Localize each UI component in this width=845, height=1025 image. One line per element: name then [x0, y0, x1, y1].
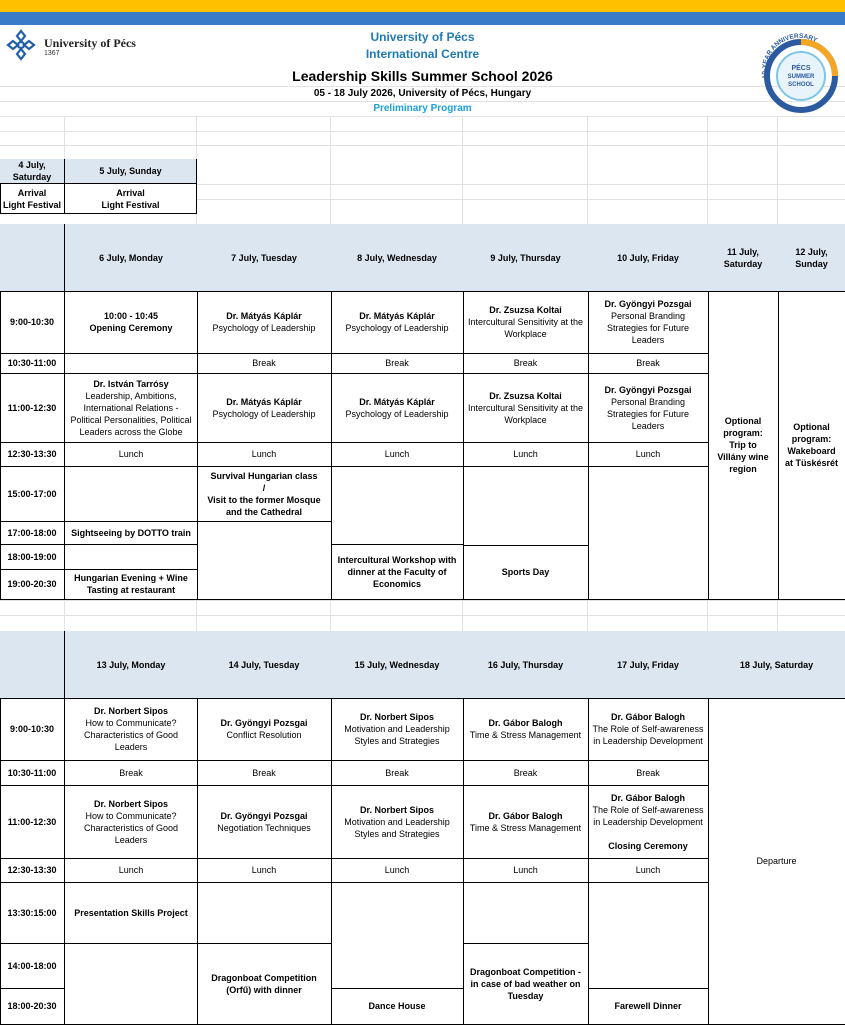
- day-header: 12 July, Sunday: [778, 224, 845, 292]
- time-slot: 15:00-17:00: [0, 466, 65, 522]
- top-stripe-blue: [0, 12, 845, 25]
- lunch-cell: Lunch: [463, 858, 589, 883]
- event-survival-hungarian: Survival Hungarian class / Visit to the former Mosque and the Cathedral: [197, 466, 332, 522]
- time-slot: 19:00-20:30: [0, 569, 65, 600]
- gridline: [0, 600, 845, 601]
- event-sightseeing: Sightseeing by DOTTO train: [65, 521, 198, 545]
- break-cell: Break: [463, 760, 589, 786]
- top-stripe-yellow: [0, 0, 845, 12]
- session-sipos: Dr. Norbert Sipos How to Communicate? Characteristics of Good Leaders: [65, 785, 198, 859]
- week1-table: [0, 224, 845, 600]
- empty-cell: [588, 466, 709, 600]
- gridline: [0, 101, 845, 102]
- corner-header: [0, 224, 65, 292]
- org-unit: International Centre: [365, 47, 480, 61]
- time-slot: 14:00-18:00: [0, 943, 65, 989]
- page-title: Leadership Skills Summer School 2026: [292, 68, 553, 84]
- empty-cell: [65, 353, 198, 374]
- event-sports-day: Sports Day: [463, 545, 589, 600]
- lunch-cell: Lunch: [331, 858, 464, 883]
- day-header: 11 July, Saturday: [708, 224, 779, 292]
- day-header: 13 July, Monday: [65, 631, 198, 699]
- time-slot: 10:30-11:00: [0, 353, 65, 374]
- gridline: [777, 116, 778, 224]
- time-slot: 10:30-11:00: [0, 760, 65, 786]
- empty-cell: [463, 466, 589, 546]
- day-header: 7 July, Tuesday: [197, 224, 332, 292]
- arrival-event: Arrival Light Festival: [0, 184, 65, 214]
- lunch-cell: Lunch: [65, 442, 198, 467]
- session-sipos: Dr. Norbert Sipos Motivation and Leadership Styles and Strategies: [331, 698, 464, 761]
- time-slot: 13:30:15:00: [0, 882, 65, 944]
- status-label: Preliminary Program: [373, 103, 472, 114]
- break-cell: Break: [331, 760, 464, 786]
- gridline: [707, 600, 708, 631]
- event-optional-wakeboard: Optional program: Wakeboard at Tüskésrét: [778, 291, 845, 600]
- gridline: [196, 600, 197, 631]
- session-kaplar: Dr. Mátyás Káplár Psychology of Leadership: [331, 291, 464, 354]
- day-header: 8 July, Wednesday: [331, 224, 464, 292]
- gridline: [0, 145, 845, 146]
- empty-cell: [65, 466, 198, 522]
- empty-cell: [65, 943, 198, 1025]
- lunch-cell: Lunch: [463, 442, 589, 467]
- anniversary-badge: [753, 28, 843, 116]
- anniversary-badge-icon: [753, 28, 843, 116]
- break-cell: Break: [197, 760, 332, 786]
- time-slot: 18:00-19:00: [0, 544, 65, 570]
- svg-text:SUMMER: SUMMER: [787, 74, 815, 80]
- gridline: [587, 600, 588, 631]
- session-balogh: Dr. Gábor Balogh Time & Stress Management: [463, 785, 589, 859]
- gridline: [330, 600, 331, 631]
- lunch-cell: Lunch: [331, 442, 464, 467]
- event-optional-villany: Optional program: Trip to Villány wine region: [708, 291, 779, 600]
- session-balogh: Dr. Gábor Balogh Time & Stress Management: [463, 698, 589, 761]
- gridline: [196, 199, 845, 200]
- session-kaplar: Dr. Mátyás Káplár Psychology of Leadership: [197, 291, 332, 354]
- corner-header: [0, 631, 65, 699]
- gridline: [0, 615, 845, 616]
- time-slot: 17:00-18:00: [0, 521, 65, 545]
- week2-table: [0, 631, 845, 1024]
- empty-cell: [197, 882, 332, 944]
- empty-cell: [65, 544, 198, 570]
- gridline: [64, 600, 65, 631]
- day-header: 17 July, Friday: [588, 631, 709, 699]
- gridline: [462, 116, 463, 224]
- gridline: [0, 86, 845, 87]
- logo-year: 1367: [44, 50, 60, 57]
- day-header: 4 July, Saturday: [0, 159, 65, 184]
- event-presentation-project: Presentation Skills Project: [65, 882, 198, 944]
- gridline: [196, 184, 845, 185]
- gridline: [0, 131, 845, 132]
- session-pozsgai: Dr. Gyöngyi Pozsgai Conflict Resolution: [197, 698, 332, 761]
- event-dance-house: Dance House: [331, 988, 464, 1025]
- time-slot: 9:00-10:30: [0, 698, 65, 761]
- day-header: 5 July, Sunday: [65, 159, 197, 184]
- svg-text:SCHOOL: SCHOOL: [788, 82, 814, 88]
- page-subtitle: 05 - 18 July 2026, University of Pécs, Hungary: [313, 88, 532, 99]
- gridline: [707, 116, 708, 224]
- gridline: [0, 116, 845, 117]
- session-balogh: Dr. Gábor Balogh The Role of Self-awareness in Leadership Development: [588, 698, 709, 761]
- empty-cell: [197, 521, 332, 600]
- session-koltai: Dr. Zsuzsa Koltai Intercultural Sensitivity at the Workplace: [463, 291, 589, 354]
- svg-text:10-YEAR ANNIVERSARY: 10-YEAR ANNIVERSARY: [761, 32, 819, 79]
- day-header: 14 July, Tuesday: [197, 631, 332, 699]
- day-header: 6 July, Monday: [65, 224, 198, 292]
- event-hungarian-evening: Hungarian Evening + Wine Tasting at restaurant: [65, 569, 198, 600]
- gridline: [777, 600, 778, 631]
- lunch-cell: Lunch: [588, 442, 709, 467]
- time-slot: 12:30-13:30: [0, 442, 65, 467]
- empty-cell: [331, 882, 464, 989]
- day-header: 15 July, Wednesday: [331, 631, 464, 699]
- event-farewell-dinner: Farewell Dinner: [588, 988, 709, 1025]
- session-balogh-closing: Dr. Gábor Balogh The Role of Self-awareness in Leadership Development Closing Ceremony: [588, 785, 709, 859]
- time-slot: 18:00-20:30: [0, 988, 65, 1025]
- svg-text:PÉCS: PÉCS: [791, 65, 811, 72]
- day-header: 10 July, Friday: [588, 224, 709, 292]
- arrival-event: Arrival Light Festival: [65, 184, 197, 214]
- lunch-cell: Lunch: [197, 858, 332, 883]
- session-koltai: Dr. Zsuzsa Koltai Intercultural Sensitivity at the Workplace: [463, 373, 589, 443]
- empty-cell: [331, 466, 464, 545]
- org-name: University of Pécs: [370, 30, 475, 44]
- gridline: [462, 600, 463, 631]
- gridline: [587, 116, 588, 224]
- logo-name: University of Pécs: [44, 36, 136, 50]
- gridline: [330, 116, 331, 224]
- day-header: 18 July, Saturday: [708, 631, 845, 699]
- session-kaplar: Dr. Mátyás Káplár Psychology of Leadership: [197, 373, 332, 443]
- session-opening: 10:00 - 10:45 Opening Ceremony: [65, 291, 198, 354]
- gridline: [64, 116, 65, 160]
- session-sipos: Dr. Norbert Sipos Motivation and Leadership Styles and Strategies: [331, 785, 464, 859]
- lunch-cell: Lunch: [197, 442, 332, 467]
- empty-cell: [588, 882, 709, 989]
- arrival-table: [0, 159, 197, 214]
- session-pozsgai: Dr. Gyöngyi Pozsgai Personal Branding Strategies for Future Leaders: [588, 291, 709, 354]
- lunch-cell: Lunch: [588, 858, 709, 883]
- event-dragonboat-orfu: Dragonboat Competition (Orfű) with dinner: [197, 943, 332, 1025]
- time-slot: 9:00-10:30: [0, 291, 65, 354]
- break-cell: Break: [588, 353, 709, 374]
- break-cell: Break: [331, 353, 464, 374]
- break-cell: Break: [197, 353, 332, 374]
- event-intercultural-workshop: Intercultural Workshop with dinner at the Faculty of Economics: [331, 544, 464, 600]
- lunch-cell: Lunch: [65, 858, 198, 883]
- event-dragonboat-bad-weather: Dragonboat Competition - in case of bad weather on Tuesday: [463, 943, 589, 1025]
- session-kaplar: Dr. Mátyás Káplár Psychology of Leadership: [331, 373, 464, 443]
- time-slot: 11:00-12:30: [0, 785, 65, 859]
- day-header: 9 July, Thursday: [463, 224, 589, 292]
- time-slot: 11:00-12:30: [0, 373, 65, 443]
- break-cell: Break: [588, 760, 709, 786]
- session-sipos: Dr. Norbert Sipos How to Communicate? Characteristics of Good Leaders: [65, 698, 198, 761]
- time-slot: 12:30-13:30: [0, 858, 65, 883]
- break-cell: Break: [65, 760, 198, 786]
- session-pozsgai: Dr. Gyöngyi Pozsgai Personal Branding Strategies for Future Leaders: [588, 373, 709, 443]
- break-cell: Break: [463, 353, 589, 374]
- session-pozsgai: Dr. Gyöngyi Pozsgai Negotiation Techniques: [197, 785, 332, 859]
- session-tarrosy: Dr. István Tarrósy Leadership, Ambitions, International Relations - Political Personalities, Political Leaders across the Globe: [65, 373, 198, 443]
- event-departure: Departure: [708, 698, 845, 1025]
- day-header: 16 July, Thursday: [463, 631, 589, 699]
- empty-cell: [463, 882, 589, 944]
